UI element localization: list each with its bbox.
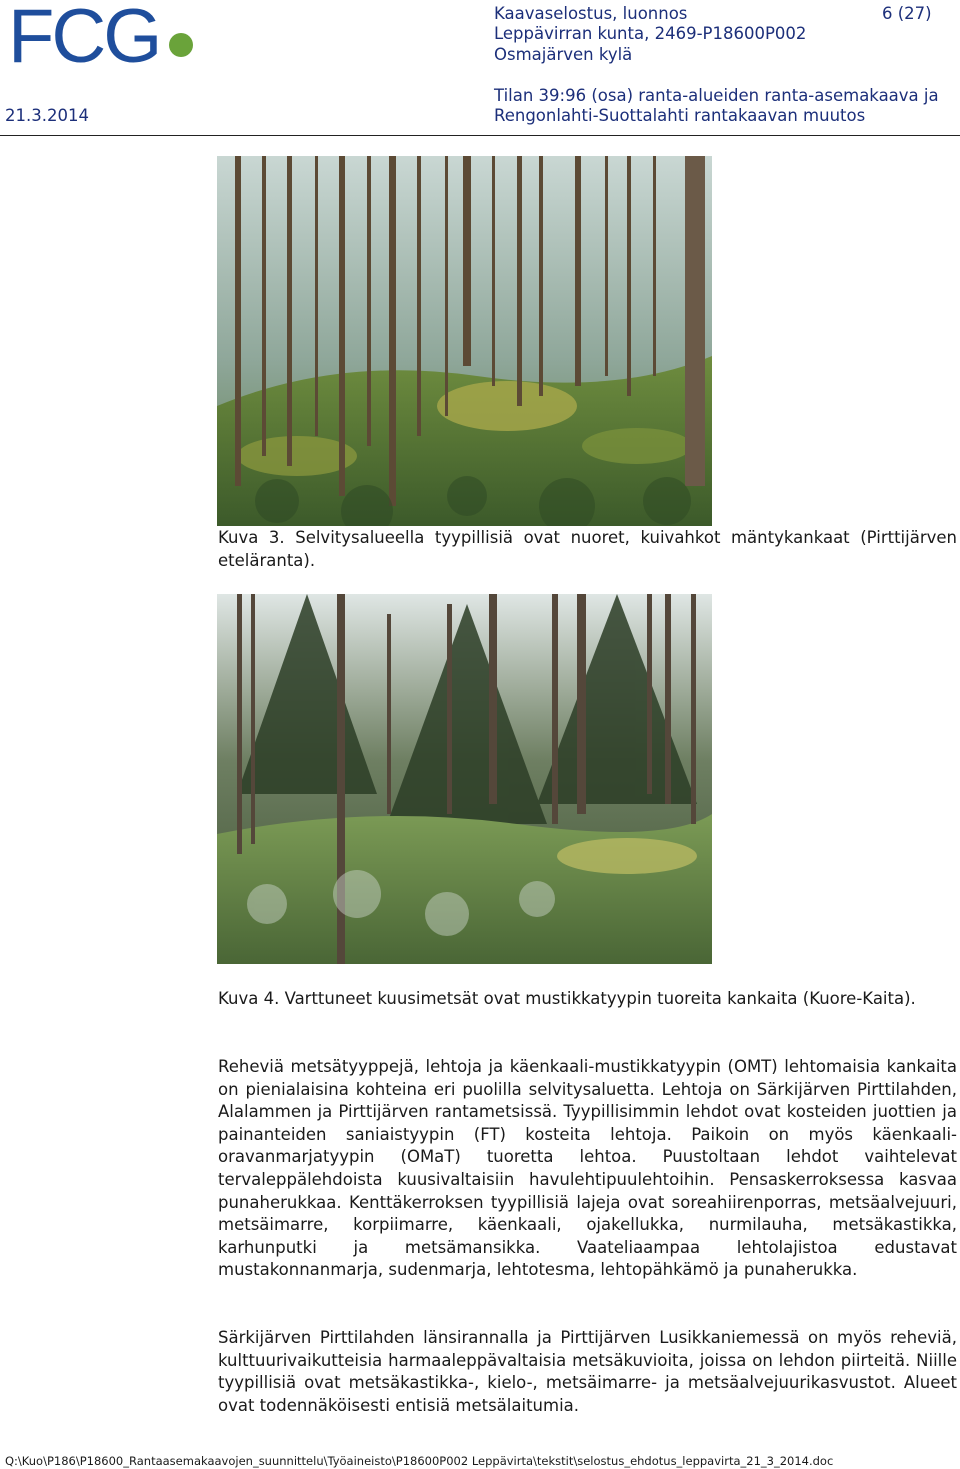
footer-file-path: Q:\Kuo\P186\P18600_Rantaasemakaavojen_suunnittelu\Työaineisto\P18600P002 Leppävirta\tekstit\selostus_ehdotus_leppavirta_21_3_2014.doc — [5, 1454, 834, 1468]
paragraph-grey-alder-stands: Särkijärven Pirttilahden länsirannalla ja Pirttijärven Lusikkaniemessä on myös reheviä, kulttuurivaikutteisia harmaaleppävaltaisia metsäkuvioita, joissa on lehdon piirteitä. Niille tyypillisiä ovat metsäkastikka-, kielo-, metsäimarre- ja metsäalvejuurikasvustot. Alueet ovat todennäköisesti entisiä metsälaitumia. — [218, 1328, 957, 1415]
document-date: 21.3.2014 — [5, 106, 89, 125]
page-number: 6 (27) — [882, 4, 932, 23]
header-plan-title-2: Rengonlahti-Suottalahti rantakaavan muutos — [494, 106, 866, 125]
photo-pine-forest — [217, 156, 712, 526]
header-village: Osmajärven kylä — [494, 45, 633, 64]
header-divider — [0, 135, 960, 136]
paragraph-rich-forest-types: Reheviä metsätyyppejä, lehtoja ja käenkaali-mustikkatyypin (OMT) lehtomaisia kankaita on pienialaisina kohteina eri puolilla selvitysaluetta. Lehtoja on Särkijärven Pirttilahden, Alalammen ja Pirttijärven rantametsissä. Tyypillisimmin lehdot ovat kosteiden juottien ja painanteiden saniaistyypin (FT) kosteita lehtoja. Paikoin on myös käenkaali-oravanmarjatyypin (OMaT) tuoretta lehtoa. Puustoltaan lehdot vaihtelevat tervaleppälehdoista kuusivaltaisiin havulehtipuulehtoihin. Pensaskerroksessa kasvaa punaherukkaa. Kenttäkerroksen tyypillisiä lajeja ovat soreahiirenporras, metsäalvejuuri, metsäimarre, korpiimarre, käenkaali, ojakellukka, nurmilauha, metsäkastikka, karhunputki ja metsämansikka. Vaateliaampaa lehtolajistoa edustavat mustakonnanmarja, sudenmarja, lehtotesma, lehtopähkämö ja punaherukka. — [218, 1057, 957, 1280]
caption-kuva-3: Kuva 3. Selvitysalueella tyypillisiä ovat nuoret, kuivahkot mäntykankaat (Pirttijärven eteläranta). — [218, 528, 957, 570]
header-municipality: Leppävirran kunta, 2469-P18600P002 — [494, 24, 807, 43]
logo-green-dot — [169, 33, 193, 57]
fcg-logo-text: FCG — [8, 2, 160, 68]
header-plan-title-1: Tilan 39:96 (osa) ranta-alueiden ranta-asemakaava ja — [494, 86, 939, 105]
fcg-logo — [8, 2, 198, 68]
header-doc-type: Kaavaselostus, luonnos — [494, 4, 688, 23]
caption-kuva-4: Kuva 4. Varttuneet kuusimetsät ovat mustikkatyypin tuoreita kankaita (Kuore-Kaita). — [218, 989, 916, 1008]
photo-spruce-forest — [217, 594, 712, 964]
